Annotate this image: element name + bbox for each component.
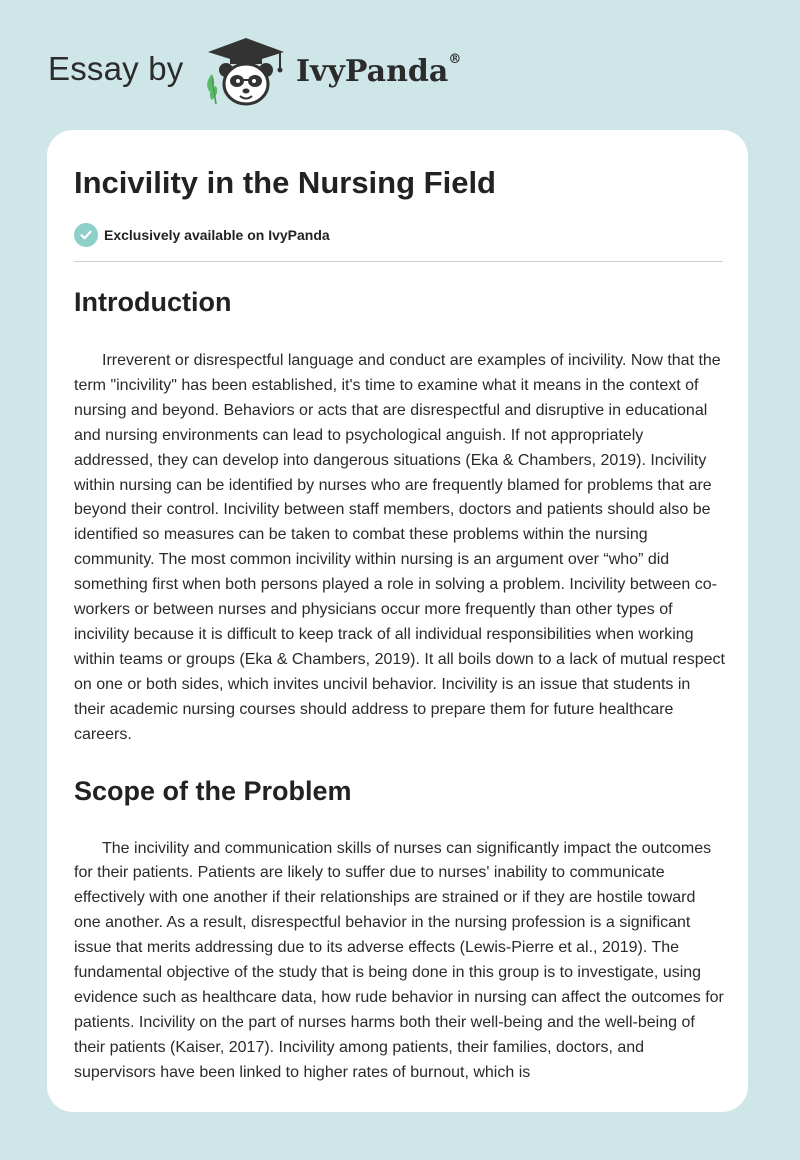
- section-heading-scope: Scope of the Problem: [74, 775, 352, 806]
- page-title: Incivility in the Nursing Field: [74, 165, 496, 200]
- essay-card: [47, 130, 748, 1112]
- divider: [74, 261, 723, 262]
- brand-name[interactable]: [296, 54, 461, 89]
- exclusive-badge: [74, 222, 330, 248]
- section-heading-introduction: Introduction: [74, 287, 232, 317]
- section-paragraph-scope: The incivility and communication skills of nurses can significantly impact the outcomes for their patients. Patients are likely to suffer due to nurses' inability to communicate effectively with one another if their relationships are strained or if they are hostile toward one another. As a result, disrespectful behavior in the nursing profession is a significant issue that merits addressing due to its adverse effects (Lewis-Pierre et al., 2019). The fundamental objective of the study that is being done in this group is to investigate, using evidence such as healthcare data, how rude behavior in nursing can affect the outcomes for patients. Incivility on the part of nurses harms both their well-being and the well-being of their patients (Kaiser, 2017). Incivility among patients, their families, doctors, and supervisors have been linked to higher rates of burnout, which is: [74, 839, 724, 1081]
- site-header: [0, 0, 800, 130]
- section-paragraph-introduction: Irreverent or disrespectful language and conduct are examples of incivility. Now that the term "incivility" has been established, it's time to examine what it means in the context of nursing and beyond. Behaviors or acts that are disrespectful and disruptive in educational and nursing environments can lead to psychological anguish. If not appropriately addressed, they can develop into dangerous situations (Eka & Chambers, 2019). Incivility within nursing can be identified by nurses who are frequently blamed for problems that are beyond their control. Incivility between staff members, doctors and patients should also be identified so measures can be taken to combat these problems within the nursing community. The most common incivility within nursing is an argument over “who” did something first when both persons played a role in solving a problem. Incivility between co-workers or between nurses and physicians occur more frequently than other types of incivility because it is difficult to keep track of all individual responsibilities when working within teams or groups (Eka & Chambers, 2019). It all boils down to a lack of mutual respect on one or both sides, which invites uncivil behavior. Incivility is an issue that students in their academic nursing courses should address to prepare them for future healthcare careers.: [74, 352, 725, 743]
- essay-body: [74, 280, 725, 1086]
- registered-mark: ®: [448, 52, 462, 67]
- badge-label: Exclusively available on IvyPanda: [104, 227, 330, 243]
- brand-name-text: IvyPanda: [296, 54, 449, 89]
- check-circle-icon: [74, 223, 98, 247]
- panda-graduate-icon[interactable]: [200, 34, 292, 108]
- essay-by-label: Essay by: [48, 50, 184, 87]
